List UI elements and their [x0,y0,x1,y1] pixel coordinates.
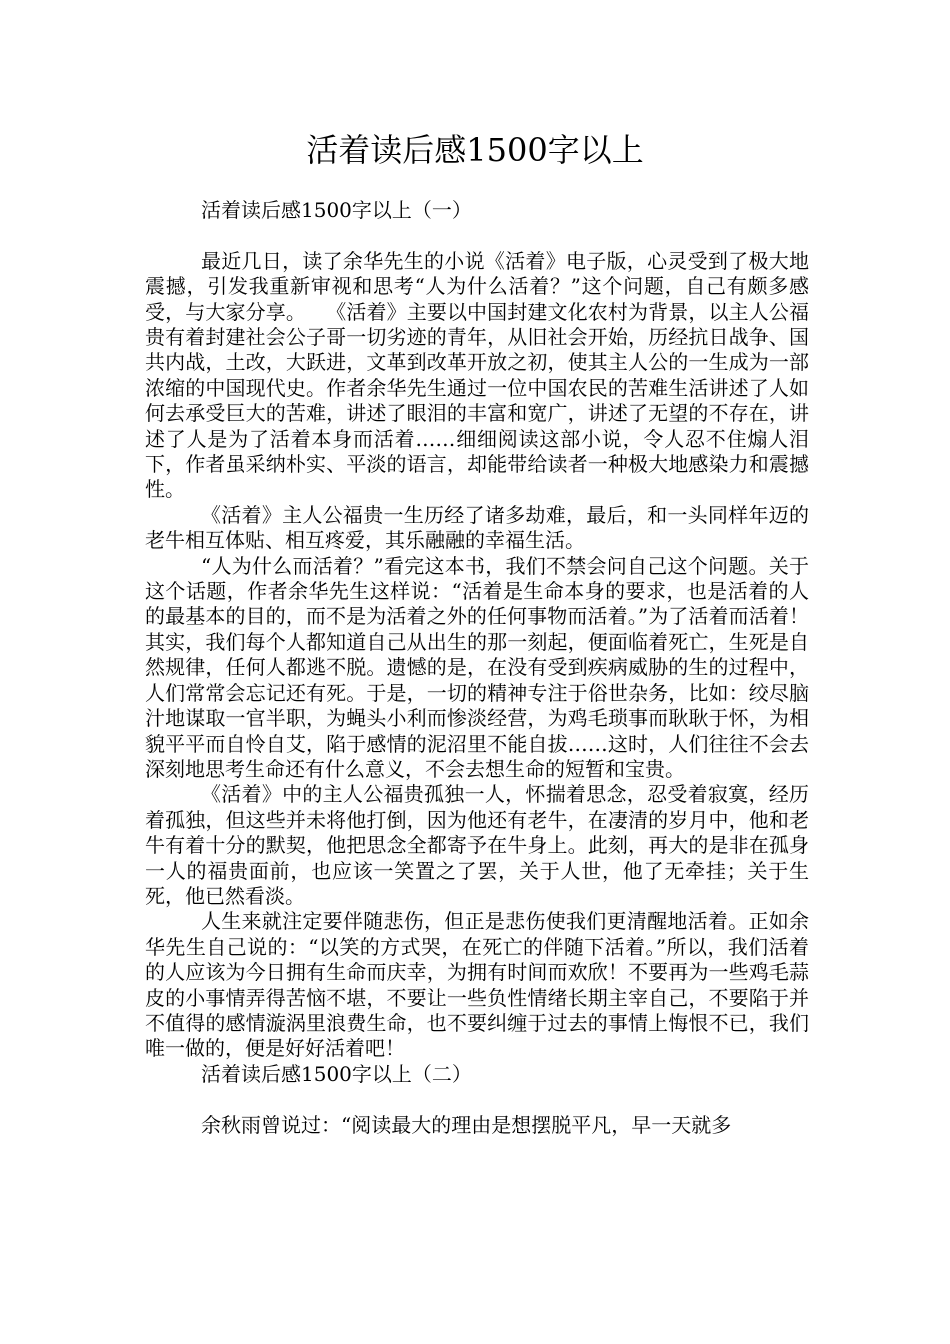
paragraph: “人为什么而活着？”看完这本书，我们不禁会问自己这个问题。关于这个话题，作者余华先生这样说：“活着是生命本身的要求，也是活着的人的最基本的目的，而不是为活着之外的任何事物而活着。”为了活着而活着！其实，我们每个人都知道自己从出生的那一刻起，便面临着死亡，生死是自然规律，任何人都逃不脱。遗憾的是，在没有受到疾病威胁的生的过程中，人们常常会忘记还有死。于是，一切的精神专注于俗世杂务，比如：绞尽脑汁地谋取一官半职，为蝇头小利而惨淡经营，为鸡毛琐事而耿耿于怀，为相貌平平而自怜自艾，陷于感情的泥沼里不能自拔……这时，人们往往不会去深刻地思考生命还有什么意义，不会去想生命的短暂和宝贵。 [145,553,809,781]
section-heading-2: 活着读后感1500字以上（二） [201,1061,472,1086]
document-body [145,198,809,1138]
paragraph: 《活着》主人公福贵一生历经了诸多劫难，最后，和一头同样年迈的老牛相互体贴、相互疼爱，其乐融融的幸福生活。 [145,502,809,553]
paragraph: 《活着》中的主人公福贵孤独一人，怀揣着思念，忍受着寂寞，经历着孤独，但这些并未将他打倒，因为他还有老牛，在凄清的岁月中，他和老牛有着十分的默契，他把思念全都寄予在牛身上。此刻，再大的是非在孤身一人的福贵面前，也应该一笑置之了罢，关于人世，他了无牵挂；关于生死，他已然看淡。 [145,782,809,908]
spacer [145,223,809,248]
spacer [145,1087,809,1112]
paragraph: 余秋雨曾说过：“阅读最大的理由是想摆脱平凡，早一天就多 [201,1112,732,1137]
paragraph: 最近几日，读了余华先生的小说《活着》电子版，心灵受到了极大地震撼，引发我重新审视和思考“人为什么活着？”这个问题，自己有颇多感受，与大家分享。 《活着》主要以中国封建文化农村为背景，以主人公福贵有着封建社会公子哥一切劣迹的青年，从旧社会开始，历经抗日战争、国共内战，土改，大跃进，文革到改革开放之初，使其主人公的一生成为一部浓缩的中国现代史。作者余华先生通过一位中国农民的苦难生活讲述了人如何去承受巨大的苦难，讲述了眼泪的丰富和宽广，讲述了无望的不存在，讲述了人是为了活着本身而活着……细细阅读这部小说，令人忍不住煽人泪下，作者虽采纳朴实、平淡的语言，却能带给读者一种极大地感染力和震撼性。 [145,248,809,502]
document-title: 活着读后感1500字以上 [306,131,644,169]
paragraph: 人生来就注定要伴随悲伤，但正是悲伤使我们更清醒地活着。正如余华先生自己说的：“以笑的方式哭，在死亡的伴随下活着。”所以，我们活着的人应该为今日拥有生命而庆幸，为拥有时间而欢欣！不要再为一些鸡毛蒜皮的小事情弄得苦恼不堪，不要让一些负性情绪长期主宰自己，不要陷于并不值得的感情漩涡里浪费生命，也不要纠缠于过去的事情上悔恨不已，我们唯一做的，便是好好活着吧！ [145,909,809,1061]
section-heading-1: 活着读后感1500字以上（一） [201,198,472,222]
